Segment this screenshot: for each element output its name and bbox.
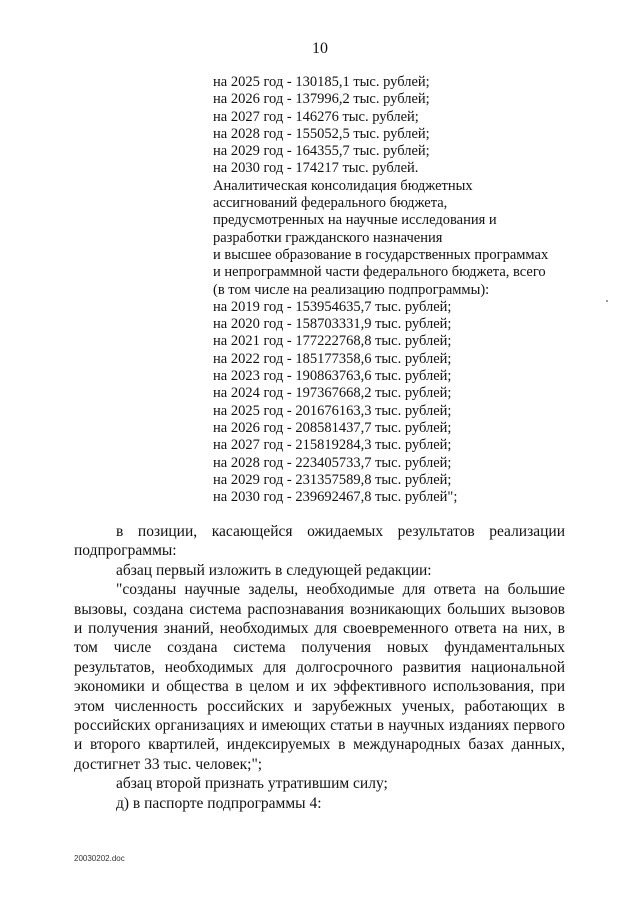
paragraph-position-results: в позиции, касающейся ожидаемых результатов реализации	[116, 523, 565, 540]
allocation-heading-line: разработки гражданского назначения	[213, 229, 443, 246]
allocation-line: на 2026 год - 208581437,7 тыс. рублей;	[213, 419, 452, 436]
allocation-heading-line: и высшее образование в государственных программах	[213, 246, 549, 263]
allocation-line: на 2025 год - 130185,1 тыс. рублей;	[213, 74, 430, 90]
allocation-line: на 2029 год - 164355,7 тыс. рублей;	[213, 143, 430, 160]
footer-filename: 20030202.doc	[74, 854, 125, 863]
paragraph-first-abzac: абзац первый изложить в следующей редакции:	[116, 561, 432, 579]
scan-speck	[606, 300, 608, 302]
allocation-heading-line: и непрограммной части федерального бюджета, всего	[213, 264, 546, 281]
document-body	[74, 522, 565, 813]
allocation-heading-line: (в том числе на реализацию подпрограммы):	[213, 281, 490, 298]
paragraph-passport-4: д) в паспорте подпрограммы 4:	[116, 794, 322, 812]
paragraph-position-results-cont: подпрограммы:	[74, 542, 177, 560]
allocation-line: на 2030 год - 239692467,8 тыс. рублей";	[213, 489, 458, 506]
allocation-column	[213, 74, 553, 506]
allocation-line: на 2027 год - 146276 тыс. рублей;	[213, 108, 419, 125]
allocation-line: на 2028 год - 155052,5 тыс. рублей;	[213, 125, 430, 142]
paragraph-second-abzac: абзац второй признать утратившим силу;	[116, 775, 388, 793]
allocation-line: на 2029 год - 231357589,8 тыс. рублей;	[213, 471, 452, 488]
allocation-heading-line: Аналитическая консолидация бюджетных	[213, 177, 473, 194]
allocation-line: на 2025 год - 201676163,3 тыс. рублей;	[213, 402, 452, 419]
allocation-heading-line: предусмотренных на научные исследования и	[213, 212, 497, 229]
allocation-line: на 2026 год - 137996,2 тыс. рублей;	[213, 91, 430, 108]
allocation-line: на 2028 год - 223405733,7 тыс. рублей;	[213, 454, 452, 471]
allocation-heading-line: ассигнований федерального бюджета,	[213, 195, 448, 212]
page-number: 10	[312, 40, 328, 57]
allocation-line: на 2024 год - 197367668,2 тыс. рублей;	[213, 385, 452, 402]
allocation-line: на 2021 год - 177222768,8 тыс. рублей;	[213, 333, 452, 350]
allocation-line: на 2019 год - 153954635,7 тыс. рублей;	[213, 298, 452, 315]
allocation-line: на 2022 год - 185177358,6 тыс. рублей;	[213, 350, 452, 367]
allocation-line: на 2023 год - 190863763,6 тыс. рублей;	[213, 368, 452, 385]
allocation-line: на 2030 год - 174217 тыс. рублей.	[213, 160, 419, 177]
paragraph-new-wording: "созданы научные заделы, необходимые для ответа на большие вызовы, создана система распознавания возникающих больших вызовов и получения знаний, необходимых для своевременного ответа на них, в том числе создана система получения новых фундаментальных результатов, необходимых для долгосрочного развития национальной экономики и общества в целом и их эффективного использования, при этом численность российских и зарубежных ученых, работающих в российских организациях и имеющих статьи в научных изданиях первого и второго квартилей, индексируемых в международных базах данных, достигнет 33 тыс. человек;";	[74, 581, 565, 773]
allocation-line: на 2027 год - 215819284,3 тыс. рублей;	[213, 437, 452, 454]
allocation-line: на 2020 год - 158703331,9 тыс. рублей;	[213, 316, 452, 333]
